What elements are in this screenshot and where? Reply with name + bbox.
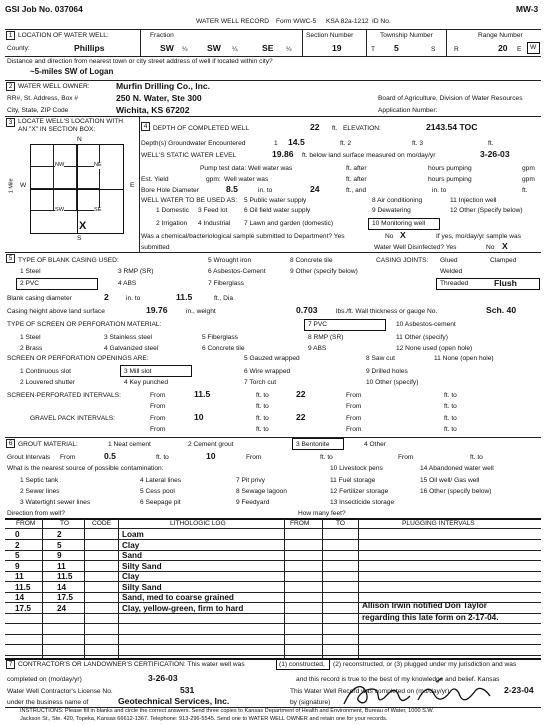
range-e: E — [517, 46, 522, 53]
col-lithologic: LITHOLOGIC LOG — [170, 520, 226, 527]
contam-abandoned: 14 Abandoned water well — [420, 465, 494, 472]
rule — [140, 29, 141, 56]
grid-cell — [31, 167, 54, 189]
contam-watertight: 3 Watertight sewer lines — [20, 499, 91, 506]
range-value: 20 — [498, 43, 508, 53]
weight-label: in., weight — [186, 308, 216, 315]
use-dewatering: 9 Dewatering — [372, 207, 411, 214]
cert-constructed: (1) constructed, — [279, 661, 325, 668]
county-value: Phillips — [74, 43, 105, 53]
contam-insecticide: 13 Insecticide storage — [330, 499, 395, 506]
use-domestic: 1 Domestic — [156, 207, 189, 214]
depth-label: DEPTH OF COMPLETED WELL — [153, 125, 249, 132]
sp-to-2: ft. to — [444, 392, 457, 399]
open-sawcut: 8 Saw cut — [366, 355, 395, 362]
id-number-label: ID No. — [372, 18, 391, 25]
casing-concrete: 8 Concrete tile — [290, 257, 333, 264]
contam-septic: 1 Septic tank — [20, 477, 59, 484]
section-1-number: 1 — [6, 31, 15, 40]
quadrant-sw: SW — [55, 207, 65, 213]
contam-livestock: 10 Livestock pens — [330, 465, 383, 472]
casing-label: TYPE OF BLANK CASING USED: — [18, 257, 119, 264]
bore-in-to-2: in. to — [432, 187, 447, 194]
fraction-3: SE — [262, 43, 274, 53]
screen-other: 11 Other (specify) — [396, 334, 448, 341]
section-5-number: 5 — [6, 254, 15, 263]
gw-3-num: ft. 3 — [412, 140, 423, 147]
static-level-label: WELL'S STATIC WATER LEVEL — [141, 152, 237, 159]
completed-label: completed on (mo/day/yr) — [7, 676, 82, 683]
col-plugging: PLUGGING INTERVALS — [402, 520, 475, 527]
gi-from-value: 0.5 — [104, 451, 116, 461]
quarter-mark: ¼ — [286, 46, 292, 53]
yield-water-was: Well water was — [224, 176, 269, 183]
log-to: 11.5 — [57, 572, 73, 581]
screen-galvanized: 4 Galvanized steel — [104, 345, 159, 352]
fraction-1: SW — [160, 43, 174, 53]
casing-other: 9 Other (specify below) — [290, 268, 358, 275]
certification-label: CONTRACTOR'S OR LANDOWNER'S CERTIFICATION: This water well was — [18, 661, 245, 668]
distance-value: ~5-miles SW of Logan — [30, 67, 114, 76]
locate-title-1: LOCATE WELL'S LOCATION WITH — [18, 118, 124, 125]
well-location-mark: X — [79, 220, 87, 232]
depth-value: 22 — [310, 122, 320, 132]
gi-to-2: ft. to — [320, 454, 333, 461]
sp-to-label: ft. to — [256, 392, 269, 399]
depth-ft: ft. — [332, 125, 338, 132]
well-code: MW-3 — [516, 4, 539, 14]
joints-label: CASING JOINTS: — [376, 257, 429, 264]
col-from-2: FROM — [290, 520, 310, 527]
screen-fiberglass: 5 Fiberglass — [202, 334, 238, 341]
north-label: N — [77, 136, 82, 143]
quarter-mark: ¼ — [182, 46, 188, 53]
casing-asbestos: 6 Asbestos-Cement — [208, 268, 266, 275]
joints-welded: Welded — [440, 268, 463, 275]
use-injection: 11 Injection well — [450, 197, 497, 204]
use-industrial: 4 Industrial — [198, 220, 231, 227]
casing-steel: 1 Steel — [20, 268, 41, 275]
disinfected-label: Water Well Disinfected? Yes — [374, 244, 457, 251]
gi-to-label: ft. to — [156, 454, 169, 461]
rule — [358, 518, 359, 658]
rule — [5, 29, 541, 30]
form-title: WATER WELL RECORD — [196, 18, 270, 25]
grout-bentonite: 3 Bentonite — [296, 441, 330, 448]
blank-diameter-ft: 11.5 — [176, 292, 193, 302]
gi-to-value: 10 — [206, 451, 216, 461]
blank-diameter-in: 2 — [104, 292, 109, 302]
license-value: 531 — [180, 685, 195, 695]
city-value: Wichita, KS 67202 — [116, 105, 190, 115]
col-to-2: TO — [336, 520, 346, 527]
open-torch: 7 Torch cut — [244, 379, 277, 386]
rule — [5, 437, 541, 438]
log-to: 24 — [57, 603, 67, 613]
instructions-1: INSTRUCTIONS: Please fill in blanks and circle the correct answers. Send three copies to Kansas Department of Health and Environment, Bureau of Water, 1000 S.W. — [20, 708, 434, 714]
grid-cell — [31, 189, 54, 211]
log-from: 9 — [15, 561, 20, 571]
rule — [284, 518, 285, 658]
log-from: 17.5 — [15, 603, 31, 613]
license-label: Water Well Contractor's License No. — [7, 688, 113, 695]
gi-from-2: From — [246, 454, 262, 461]
range-label: Range Number — [478, 32, 523, 39]
log-description: Sand, med to coarse grained — [122, 593, 234, 602]
rule — [5, 252, 541, 253]
open-keypunched: 4 Key punched — [124, 379, 168, 386]
contam-other: 16 Other (specify below) — [420, 488, 492, 495]
business-value: Geotechnical Services, Inc. — [118, 696, 230, 706]
disinfected-no: No — [486, 244, 495, 251]
grid-cell — [31, 145, 54, 167]
sp-from-3: From — [150, 403, 166, 410]
static-level-value: 19.86 — [272, 149, 294, 159]
blank-diameter-label: Blank casing diameter — [7, 295, 72, 302]
completed-date: 3-26-03 — [148, 673, 178, 683]
section-4-number: 4 — [141, 122, 150, 131]
east-label: E — [130, 182, 135, 189]
log-from: 14 — [15, 593, 25, 602]
fraction-label: Fraction — [150, 32, 174, 39]
quadrant-se: SE — [94, 207, 102, 213]
application-label: Application Number: — [378, 107, 438, 114]
gp-from-4: From — [346, 426, 362, 433]
owner-label: WATER WELL OWNER: — [18, 83, 90, 90]
signature-label: by (signature) — [290, 699, 331, 706]
how-many-feet-label: How many feet? — [298, 510, 346, 517]
plugging-note-1: Allison Irwin notified Don Taylor — [362, 601, 487, 610]
owner-value: Murfin Drilling Co., Inc. — [116, 81, 211, 91]
contam-sewer: 2 Sewer lines — [20, 488, 60, 495]
casing-height-label: Casing height above land surface — [7, 308, 105, 315]
contam-cesspool: 5 Cess pool — [140, 488, 175, 495]
rule — [302, 29, 303, 56]
gp-to-value: 22 — [296, 412, 306, 422]
pump-ft-after: ft. after — [346, 165, 367, 172]
screen-intervals-label: SCREEN-PERFORATED INTERVALS: — [7, 392, 121, 399]
ksa-ref: KSA 82a-1212 — [326, 18, 369, 25]
grout-label: GROUT MATERIAL: — [18, 441, 78, 448]
bore-in-to: in. to — [258, 187, 273, 194]
gp-to-2: ft. to — [444, 415, 457, 422]
city-label: City, State, ZIP Code — [7, 107, 69, 114]
address-label: RR#, St. Address, Box # — [7, 95, 79, 102]
use-public: 5 Public water supply — [244, 197, 307, 204]
contam-feedyard: 9 Feedyard — [236, 499, 270, 506]
col-to: TO — [60, 520, 70, 527]
grout-neat: 1 Neat cement — [108, 441, 151, 448]
use-other: 12 Other (Specify below) — [450, 207, 523, 214]
bore-and: ft., and — [346, 187, 367, 194]
static-date: 3-26-03 — [480, 149, 510, 159]
contam-privy: 7 Pit privy — [236, 477, 265, 484]
log-to: 2 — [57, 530, 62, 539]
grout-intervals-label: Grout Intervals — [7, 454, 51, 461]
section-2-number: 2 — [6, 82, 15, 91]
log-from: 2 — [15, 540, 20, 550]
section-number: 19 — [332, 43, 342, 53]
static-level-tail: ft. below land surface measured on mo/day/yr — [302, 152, 436, 159]
use-air: 8 Air conditioning — [372, 197, 423, 204]
submitted-label: submitted — [141, 244, 170, 251]
casing-fiberglass: 7 Fiberglass — [208, 280, 244, 287]
chem-question: Was a chemical/bacteriological sample submitted to Department? Yes — [141, 233, 345, 240]
open-millslot: 3 Mill slot — [124, 368, 152, 375]
bore-value: 8.5 — [226, 184, 238, 194]
bore-label: Bore Hole Diameter — [141, 187, 199, 194]
gw-1-num: 1 — [274, 140, 278, 147]
rule — [322, 518, 323, 658]
sp-from-label: From — [150, 392, 166, 399]
log-to: 5 — [57, 540, 62, 550]
bore-to-value: 24 — [310, 184, 320, 194]
gi-to-3: ft. to — [470, 454, 483, 461]
gw-2-num: ft. 2 — [340, 140, 351, 147]
use-monitoring: 10 Monitoring well — [372, 220, 426, 227]
rule — [118, 518, 119, 658]
casing-pvc: 2 PVC — [20, 280, 40, 287]
rule — [5, 658, 541, 660]
rule — [139, 116, 140, 252]
business-label: under the business name of — [7, 699, 89, 706]
gp-from-2: From — [346, 415, 362, 422]
rule — [5, 116, 541, 117]
chem-no: No — [385, 233, 394, 240]
yield-hours: hours pumping — [428, 176, 472, 183]
pump-test-label: Pump test data: Well water was — [200, 165, 293, 172]
quadrant-nw: NW — [55, 162, 65, 168]
open-none: 11 None (open hole) — [434, 355, 494, 362]
screen-concrete: 6 Concrete tile — [202, 345, 245, 352]
log-from: 0 — [15, 530, 20, 539]
log-from: 11 — [15, 572, 24, 581]
record-completed-label: This Water Well Record was completed on (mo/day/yr) — [290, 688, 450, 695]
groundwater-label: Depth(s) Groundwater Encountered — [141, 140, 246, 147]
open-drilled: 9 Drilled holes — [366, 368, 408, 375]
address-value: 250 N. Water, Ste 300 — [116, 93, 202, 103]
quarter-mark: ¼ — [232, 46, 238, 53]
gp-from-3: From — [150, 426, 166, 433]
contractor-signature — [340, 676, 510, 710]
plugging-note-2: regarding this late form on 2-17-04. — [362, 613, 499, 622]
blank-ft-dia: ft., Dia — [214, 295, 234, 302]
grout-other: 4 Other — [364, 441, 386, 448]
sp-to-value: 22 — [296, 389, 306, 399]
wall-thickness-label: lbs./ft. Wall thickness or gauge No. — [336, 308, 438, 315]
quadrant-ne: NE — [94, 162, 102, 168]
yield-label: Est. Yield — [141, 176, 169, 183]
screen-stainless: 3 Stainless steel — [104, 334, 153, 341]
record-date: 2-23-04 — [504, 685, 534, 695]
gw-1-value: 14.5 — [288, 137, 305, 147]
log-description: Loam — [122, 530, 144, 539]
log-description: Clay, yellow-green, firm to hard — [122, 603, 244, 613]
township-s: S — [431, 46, 436, 53]
sp-from-2: From — [346, 392, 362, 399]
township-value: 5 — [394, 43, 399, 53]
pump-gpm: gpm — [522, 165, 535, 172]
gi-from-3: From — [398, 454, 414, 461]
section-6-number: 6 — [6, 439, 15, 448]
cert-tail: (2) reconstructed, or (3) plugged under my jurisdiction and was — [333, 661, 517, 668]
county-label: County: — [7, 45, 30, 52]
open-gauzed: 5 Gauzed wrapped — [244, 355, 300, 362]
contam-oilgas: 15 Oil well/ Gas well — [420, 477, 480, 484]
disinfected-no-mark: X — [502, 241, 508, 251]
yield-gpm-end: gpm — [522, 176, 535, 183]
screen-asbestos: 10 Asbestos-cement — [396, 321, 456, 328]
casing-height-value: 19.76 — [146, 305, 168, 315]
elevation-value: 2143.54 TOC — [426, 122, 478, 132]
screen-brass: 2 Brass — [20, 345, 43, 352]
form-number: Form WWC-5 — [276, 18, 317, 25]
sp-to-4: ft. to — [444, 403, 457, 410]
section-number-label: Section Number — [306, 32, 354, 39]
screen-abs: 9 ABS — [308, 345, 327, 352]
mile-label: 1 Mile — [8, 178, 15, 194]
yield-gpm: gpm: — [206, 176, 221, 183]
col-from: FROM — [16, 520, 36, 527]
township-label: Township Number — [380, 32, 433, 39]
col-code: CODE — [92, 520, 112, 527]
section-3-number: 3 — [6, 118, 15, 127]
use-irrigation: 2 Irrigation — [156, 220, 188, 227]
log-to: 14 — [57, 582, 67, 592]
rule — [366, 29, 367, 56]
elevation-label: ELEVATION: — [343, 125, 381, 132]
log-to: 9 — [57, 551, 62, 560]
rule — [42, 518, 43, 658]
joints-glued: Glued — [440, 257, 458, 264]
contam-lagoon: 8 Sewage lagoon — [236, 488, 287, 495]
openings-label: SCREEN OR PERFORATION OPENINGS ARE: — [7, 355, 149, 362]
sp-from-value: 11.5 — [194, 389, 211, 399]
screen-material-label: TYPE OF SCREEN OR PERFORATION MATERIAL: — [7, 321, 162, 328]
casing-abs: 4 ABS — [118, 280, 137, 287]
chem-if-yes: If yes, mo/day/yr sample was — [436, 233, 522, 240]
fraction-2: SW — [207, 43, 221, 53]
use-oilfield: 6 Oil field water supply — [244, 207, 311, 214]
locate-title-2: AN "X" IN SECTION BOX: — [18, 126, 96, 133]
rule — [5, 80, 541, 81]
gp-to-3: ft. to — [256, 426, 269, 433]
screen-pvc: 7 PVC — [308, 321, 328, 328]
gp-to-label: ft. to — [256, 415, 269, 422]
log-description: Silty Sand — [122, 561, 162, 571]
screen-none: 12 None used (open hole) — [396, 345, 473, 352]
contamination-label: What is the nearest source of possible contamination: — [7, 465, 164, 472]
bore-ft: ft. — [522, 187, 528, 194]
log-from: 11.5 — [15, 582, 31, 592]
log-from: 5 — [15, 551, 20, 560]
log-to: 17.5 — [57, 593, 73, 602]
casing-rmp: 3 RMP (SR) — [118, 268, 154, 275]
log-to: 11 — [57, 561, 66, 571]
instructions-2: Jackson St., Ste. 420, Topeka, Kansas 66612-1367. Telephone: 913-296-5545. Send one to WATER WELL OWNER and retain one for your records. — [20, 716, 388, 722]
grid-cell — [77, 167, 100, 189]
open-continuous: 1 Continuous slot — [20, 368, 71, 375]
gw-ft-end: ft. — [488, 140, 494, 147]
casing-wrought: 5 Wrought iron — [208, 257, 252, 264]
west-label: W — [20, 182, 27, 189]
rule — [84, 518, 85, 658]
sp-to-3: ft. to — [256, 403, 269, 410]
joints-clamped: Clamped — [490, 257, 517, 264]
contam-seepage: 6 Seepage pit — [140, 499, 181, 506]
open-wire: 6 Wire wrapped — [244, 368, 291, 375]
use-label: WELL WATER TO BE USED AS: — [141, 197, 238, 204]
gravel-intervals-label: GRAVEL PACK INTERVALS: — [30, 415, 116, 422]
grid-cell — [54, 167, 77, 189]
log-description: Silty Sand — [122, 582, 162, 592]
joints-threaded: Threaded — [440, 280, 469, 287]
log-description: Sand — [122, 551, 143, 560]
grid-midline-h — [30, 189, 124, 190]
section-7-number: 7 — [6, 660, 15, 669]
location-title: LOCATION OF WATER WELL: — [18, 32, 109, 39]
distance-label: Distance and direction from nearest town or city street address of well if located within city? — [7, 58, 273, 65]
chem-no-mark: X — [400, 230, 406, 240]
range-r: R — [454, 46, 459, 53]
log-description: Clay — [122, 540, 140, 550]
sp-from-4: From — [346, 403, 362, 410]
open-other: 10 Other (specify) — [366, 379, 419, 386]
table-row — [5, 645, 541, 656]
gp-from-value: 10 — [194, 412, 204, 422]
rule — [446, 29, 447, 56]
weight-value: 0.703 — [296, 305, 318, 315]
contam-fertilizer: 12 Fertilizer storage — [330, 488, 389, 495]
true-statement: and this record is true to the best of my knowledge and belief. Kansas — [296, 676, 500, 683]
gp-from-label: From — [150, 415, 166, 422]
direction-label: Direction from well? — [7, 510, 65, 517]
gi-from-label: From — [60, 454, 76, 461]
gauge-value: Sch. 40 — [486, 305, 517, 315]
south-label: S — [77, 235, 82, 242]
screen-steel: 1 Steel — [20, 334, 41, 341]
rule — [5, 56, 541, 57]
range-w: W — [530, 44, 537, 51]
log-description: Clay — [122, 572, 140, 581]
use-feedlot: 3 Feed lot — [198, 207, 228, 214]
use-lawn: 7 Lawn and garden (domestic) — [244, 220, 334, 227]
contam-lateral: 4 Lateral lines — [140, 477, 182, 484]
job-number: GSI Job No. 037064 — [5, 4, 83, 14]
contam-fuel: 11 Fuel storage — [330, 477, 376, 484]
pump-hours: hours pumping — [428, 165, 472, 172]
blank-in-to: in. to — [126, 295, 141, 302]
grout-cement: 2 Cement grout — [188, 441, 234, 448]
township-t: T — [371, 46, 376, 53]
open-louvered: 2 Louvered shutter — [20, 379, 75, 386]
screen-rmp: 8 RMP (SR) — [308, 334, 344, 341]
joints-flush: Flush — [494, 278, 517, 288]
board-label: Board of Agriculture, Division of Water Resources — [378, 95, 523, 102]
gp-to-4: ft. to — [444, 426, 457, 433]
yield-ft-after: ft. after — [346, 176, 367, 183]
